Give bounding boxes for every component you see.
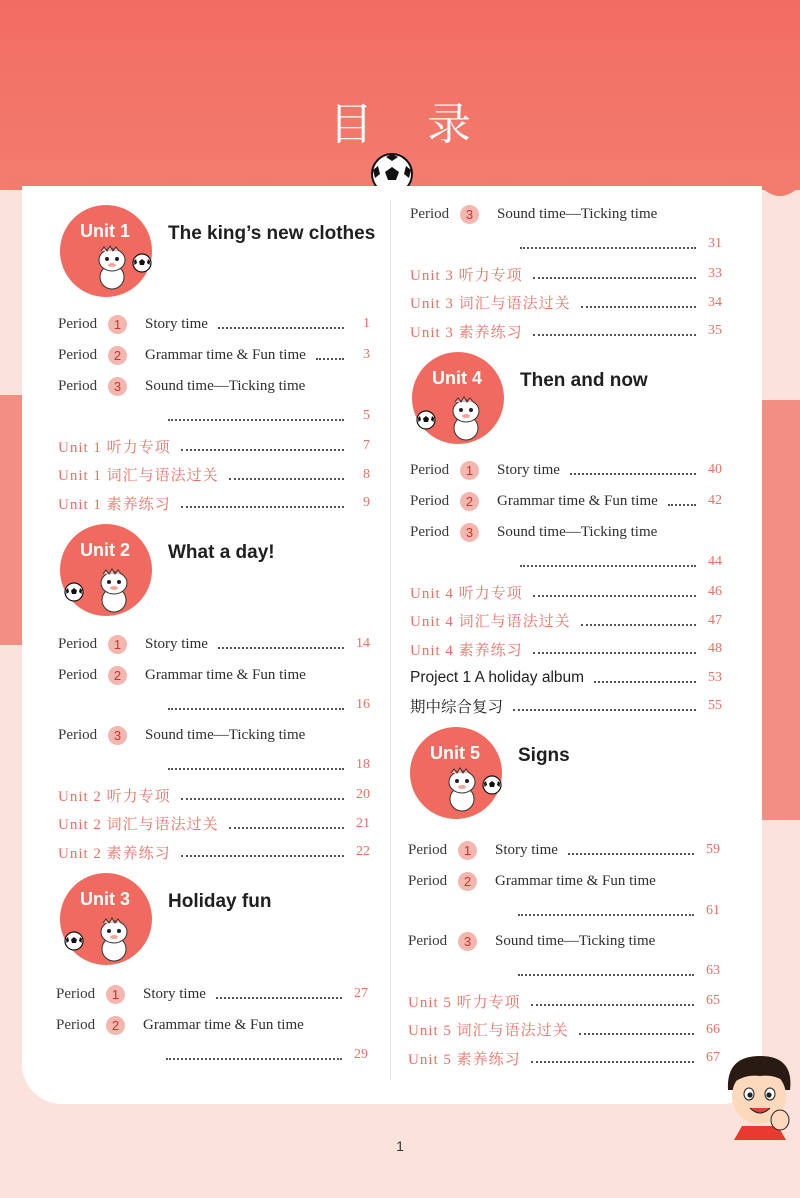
- period-number-badge: 3: [108, 377, 127, 396]
- period-label: Period: [58, 635, 98, 652]
- entry-title: Unit 1 素养练习: [58, 496, 171, 513]
- toc-entry[interactable]: [408, 839, 720, 861]
- toc-entry[interactable]: [408, 870, 720, 892]
- entry-title: Project 1 A holiday album: [410, 668, 585, 686]
- unit-title: Holiday fun: [168, 891, 272, 912]
- unit-number: Unit 1: [80, 221, 131, 241]
- page-reference: 48: [708, 641, 722, 657]
- toc-entry[interactable]: [56, 1014, 368, 1036]
- period-label: Period: [58, 346, 98, 363]
- page-number: 1: [396, 1138, 404, 1154]
- dot-leader: [668, 504, 696, 506]
- unit-title: Signs: [518, 745, 570, 766]
- period-number-badge: 3: [460, 523, 479, 542]
- page-reference: 5: [363, 408, 370, 423]
- period-label: Period: [58, 315, 98, 332]
- toc-entry[interactable]: [56, 983, 368, 1005]
- column-divider: [390, 200, 391, 1080]
- dot-leader: [520, 565, 696, 567]
- dot-leader: [531, 1004, 694, 1006]
- page-reference: 59: [706, 842, 720, 857]
- page-reference: 8: [363, 466, 370, 482]
- toc-entry-continued: [508, 960, 720, 982]
- toc-entry[interactable]: [58, 664, 370, 686]
- toc-entry[interactable]: [410, 521, 722, 543]
- toc-entry[interactable]: [408, 1047, 720, 1069]
- dot-leader: [181, 449, 344, 451]
- dot-leader: [518, 974, 694, 976]
- toc-entry[interactable]: [408, 930, 720, 952]
- period-label: Period: [410, 205, 450, 222]
- dot-leader: [533, 277, 696, 279]
- entry-title: Unit 1 词汇与语法过关: [58, 468, 219, 485]
- side-decoration-right: [760, 400, 800, 820]
- page-reference: 29: [354, 1047, 368, 1062]
- dinosaur-mascot-icon: [446, 396, 486, 442]
- unit-number: Unit 3: [80, 889, 131, 909]
- entry-title: Unit 3 听力专项: [410, 267, 523, 284]
- entry-title: Story time: [497, 461, 560, 478]
- toc-entry[interactable]: [408, 990, 720, 1012]
- toc-entry[interactable]: [410, 581, 722, 603]
- entry-title: Grammar time & Fun time: [143, 1016, 304, 1033]
- period-number-badge: 3: [108, 726, 127, 745]
- toc-entry-continued: [156, 1044, 368, 1066]
- toc-entry[interactable]: [408, 1019, 720, 1041]
- dot-leader: [218, 327, 344, 329]
- period-label: Period: [58, 377, 98, 394]
- dot-leader: [570, 473, 696, 475]
- page-reference: 22: [356, 844, 370, 860]
- page-reference: 14: [356, 636, 370, 651]
- page-reference: 63: [706, 963, 720, 978]
- entry-title: Story time: [143, 985, 206, 1002]
- entry-title: Story time: [495, 841, 558, 858]
- dot-leader: [166, 1058, 342, 1060]
- page-title: 目 录: [329, 99, 491, 150]
- page-reference: 40: [708, 462, 722, 477]
- dot-leader: [168, 419, 344, 421]
- page-reference: 33: [708, 266, 722, 281]
- period-label: Period: [56, 1016, 96, 1033]
- dinosaur-mascot-icon: [92, 245, 132, 291]
- period-number-badge: 2: [458, 872, 477, 891]
- entry-title: Sound time—Ticking time: [145, 726, 306, 743]
- page-reference: 34: [708, 294, 722, 310]
- toc-entry[interactable]: [58, 313, 370, 335]
- toc-entry[interactable]: [58, 435, 370, 457]
- toc-entry-continued: [510, 551, 722, 573]
- toc-entry[interactable]: [58, 492, 370, 514]
- dot-leader: [513, 709, 696, 711]
- toc-entry[interactable]: [410, 263, 722, 285]
- toc-entry[interactable]: [410, 638, 722, 660]
- page-reference: 61: [706, 903, 720, 918]
- page-reference: 3: [363, 347, 370, 362]
- page-reference: 65: [706, 993, 720, 1008]
- boy-mascot-icon: [720, 1050, 798, 1140]
- period-label: Period: [408, 841, 448, 858]
- dot-leader: [168, 768, 344, 770]
- dot-leader: [533, 334, 696, 336]
- entry-title: Sound time—Ticking time: [497, 523, 658, 540]
- soccer-ball-icon: [64, 931, 84, 951]
- entry-title: Unit 4 听力专项: [410, 585, 523, 602]
- toc-entry[interactable]: [58, 724, 370, 746]
- period-label: Period: [410, 461, 450, 478]
- page-reference: 9: [363, 495, 370, 511]
- dot-leader: [181, 855, 344, 857]
- toc-entry[interactable]: [410, 320, 722, 342]
- entry-title: Unit 4 词汇与语法过关: [410, 614, 571, 631]
- toc-entry[interactable]: [58, 375, 370, 397]
- toc-entry[interactable]: [58, 344, 370, 366]
- unit-number: Unit 4: [432, 368, 483, 388]
- period-number-badge: 2: [108, 346, 127, 365]
- entry-title: Unit 1 听力专项: [58, 439, 171, 456]
- soccer-ball-icon: [132, 253, 152, 273]
- period-number-badge: 2: [106, 1016, 125, 1035]
- page-reference: 16: [356, 697, 370, 712]
- dot-leader: [581, 306, 696, 308]
- entry-title: Grammar time & Fun time: [145, 346, 306, 363]
- page-reference: 44: [708, 554, 722, 569]
- dot-leader: [531, 1061, 694, 1063]
- period-label: Period: [410, 523, 450, 540]
- entry-title: Grammar time & Fun time: [497, 492, 658, 509]
- entry-title: Unit 3 词汇与语法过关: [410, 296, 571, 313]
- period-label: Period: [408, 872, 448, 889]
- page-reference: 42: [708, 493, 722, 508]
- entry-title: Story time: [145, 315, 208, 332]
- period-label: Period: [58, 666, 98, 683]
- toc-entry[interactable]: [58, 633, 370, 655]
- toc-entry[interactable]: [410, 203, 722, 225]
- entry-title: Sound time—Ticking time: [495, 932, 656, 949]
- entry-title: Unit 2 素养练习: [58, 845, 171, 862]
- dot-leader: [581, 624, 696, 626]
- entry-title: Unit 5 词汇与语法过关: [408, 1023, 569, 1040]
- period-number-badge: 3: [460, 205, 479, 224]
- dot-leader: [579, 1033, 694, 1035]
- period-number-badge: 1: [106, 985, 125, 1004]
- dinosaur-mascot-icon: [94, 917, 134, 963]
- toc-entry[interactable]: [410, 667, 722, 689]
- soccer-ball-icon: [482, 775, 502, 795]
- page-reference: 21: [356, 815, 370, 831]
- dot-leader: [218, 647, 344, 649]
- toc-entry[interactable]: [58, 464, 370, 486]
- period-number-badge: 3: [458, 932, 477, 951]
- toc-entry[interactable]: [58, 841, 370, 863]
- dinosaur-mascot-icon: [94, 568, 134, 614]
- toc-entry[interactable]: [410, 610, 722, 632]
- dot-leader: [594, 681, 696, 683]
- unit-title: The king’s new clothes: [168, 223, 376, 244]
- entry-title: Unit 5 素养练习: [408, 1051, 521, 1068]
- dot-leader: [229, 478, 344, 480]
- period-label: Period: [58, 726, 98, 743]
- period-number-badge: 1: [460, 461, 479, 480]
- toc-entry-continued: [158, 754, 370, 776]
- page-reference: 27: [354, 986, 368, 1001]
- toc-entry-continued: [510, 233, 722, 255]
- unit-title: What a day!: [168, 542, 275, 563]
- entry-title: Unit 3 素养练习: [410, 324, 523, 341]
- dot-leader: [533, 595, 696, 597]
- entry-title: Unit 4 素养练习: [410, 642, 523, 659]
- entry-title: Grammar time & Fun time: [495, 872, 656, 889]
- page-reference: 1: [363, 316, 370, 331]
- dot-leader: [520, 247, 696, 249]
- unit-number: Unit 5: [430, 743, 481, 763]
- entry-title: Unit 5 听力专项: [408, 994, 521, 1011]
- period-number-badge: 1: [108, 635, 127, 654]
- entry-title: Story time: [145, 635, 208, 652]
- entry-title: Sound time—Ticking time: [497, 205, 658, 222]
- period-number-badge: 1: [108, 315, 127, 334]
- entry-title: 期中综合复习: [410, 699, 504, 717]
- page-reference: 46: [708, 584, 722, 599]
- toc-entry[interactable]: [410, 490, 722, 512]
- period-label: Period: [408, 932, 448, 949]
- dot-leader: [181, 798, 344, 800]
- entry-title: Unit 2 听力专项: [58, 788, 171, 805]
- page-reference: 55: [708, 698, 722, 714]
- period-number-badge: 1: [458, 841, 477, 860]
- toc-entry[interactable]: [58, 784, 370, 806]
- dot-leader: [316, 358, 344, 360]
- page-reference: 47: [708, 612, 722, 628]
- toc-entry[interactable]: [410, 459, 722, 481]
- dot-leader: [568, 853, 694, 855]
- entry-title: Grammar time & Fun time: [145, 666, 306, 683]
- dot-leader: [216, 997, 342, 999]
- toc-entry[interactable]: [410, 695, 722, 717]
- period-label: Period: [56, 985, 96, 1002]
- dinosaur-mascot-icon: [442, 767, 482, 813]
- period-number-badge: 2: [108, 666, 127, 685]
- page-reference: 53: [708, 669, 722, 685]
- page-reference: 31: [708, 236, 722, 251]
- dot-leader: [181, 506, 344, 508]
- toc-entry[interactable]: [58, 813, 370, 835]
- page-reference: 67: [706, 1050, 720, 1066]
- soccer-ball-icon: [416, 410, 436, 430]
- toc-entry-continued: [508, 900, 720, 922]
- page-reference: 18: [356, 757, 370, 772]
- entry-title: Sound time—Ticking time: [145, 377, 306, 394]
- page-reference: 35: [708, 323, 722, 339]
- toc-entry-continued: [158, 694, 370, 716]
- period-number-badge: 2: [460, 492, 479, 511]
- page-reference: 66: [706, 1021, 720, 1037]
- unit-number: Unit 2: [80, 540, 131, 560]
- dot-leader: [229, 827, 344, 829]
- dot-leader: [533, 652, 696, 654]
- entry-title: Unit 2 词汇与语法过关: [58, 817, 219, 834]
- dot-leader: [518, 914, 694, 916]
- unit-title: Then and now: [520, 370, 648, 391]
- dot-leader: [168, 708, 344, 710]
- page-reference: 7: [363, 438, 370, 453]
- period-label: Period: [410, 492, 450, 509]
- soccer-ball-icon: [64, 582, 84, 602]
- toc-entry[interactable]: [410, 292, 722, 314]
- toc-entry-continued: [158, 405, 370, 427]
- page-reference: 20: [356, 787, 370, 802]
